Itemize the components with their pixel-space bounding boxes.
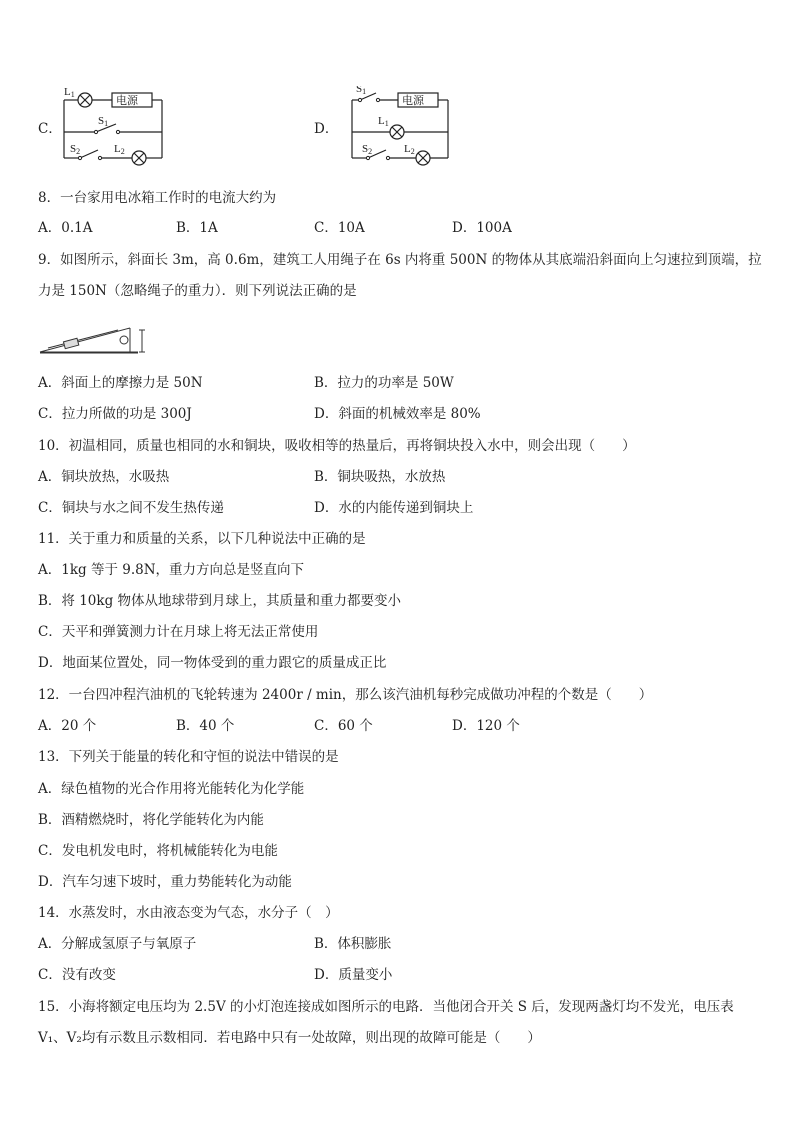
q7-option-d-circuit: [348, 86, 458, 172]
q15-stem-line1: 15．小海将额定电压均为 2.5V 的小灯泡连接成如图所示的电路．当他闭合开关 S 后，发现两盏灯均不发光，电压表: [38, 999, 734, 1015]
q7-option-d-letter: D．: [314, 121, 339, 137]
s2-label: S: [70, 143, 77, 155]
q14-option-c: C．没有改变: [38, 967, 116, 983]
svg-text:L1: L1: [378, 115, 389, 128]
q11-option-c: C．天平和弹簧测力计在月球上将无法正常使用: [38, 624, 319, 640]
q11-option-b: B．将 10kg 物体从地球带到月球上，其质量和重力都要变小: [38, 593, 402, 609]
q8-option-a: A．0.1A: [38, 220, 93, 236]
l2-label: L: [114, 143, 121, 155]
q11-option-d: D．地面某位置处，同一物体受到的重力跟它的质量成正比: [38, 655, 387, 671]
q12-option-a: A．20 个: [38, 718, 97, 734]
svg-text:S2: S2: [362, 143, 373, 156]
q8-stem: 8．一台家用电冰箱工作时的电流大约为: [38, 190, 277, 206]
l2-label: L: [404, 143, 411, 155]
q11-stem: 11．关于重力和质量的关系，以下几种说法中正确的是: [38, 531, 366, 547]
q12-stem: 12．一台四冲程汽油机的飞轮转速为 2400r / min，那么该汽油机每秒完成做功冲程的个数是（ ）: [38, 687, 653, 703]
q7-option-c-letter: C．: [38, 121, 62, 137]
q10-option-a: A．铜块放热，水吸热: [38, 469, 170, 485]
svg-text:L2: L2: [404, 143, 415, 156]
q14-option-b: B．体积膨胀: [314, 936, 392, 952]
svg-text:S2: S2: [70, 143, 81, 156]
q8-option-b: B．1A: [176, 220, 218, 236]
svg-text:S1: S1: [98, 115, 109, 128]
source-label: 电源: [402, 95, 424, 107]
q14-stem: 14．水蒸发时，水由液态变为气态，水分子（ ）: [38, 905, 339, 921]
q9-stem-line2: 力是 150N（忽略绳子的重力）．则下列说法正确的是: [38, 283, 357, 299]
q10-option-c: C．铜块与水之间不发生热传递: [38, 500, 224, 516]
q9-option-a: A．斜面上的摩擦力是 50N: [38, 375, 203, 391]
s1-label: S: [356, 86, 363, 95]
q14-option-d: D．质量变小: [314, 967, 393, 983]
q13-option-c: C．发电机发电时，将机械能转化为电能: [38, 843, 278, 859]
q9-incline-figure: [38, 322, 158, 358]
q10-option-d: D．水的内能传递到铜块上: [314, 500, 474, 516]
svg-text:S1: S1: [356, 86, 366, 96]
svg-text:L2: L2: [114, 143, 125, 156]
l1-label: L: [64, 86, 71, 98]
q13-option-b: B．酒精燃烧时，将化学能转化为内能: [38, 812, 264, 828]
q10-option-b: B．铜块吸热，水放热: [314, 469, 446, 485]
q7-option-c-circuit: [60, 86, 170, 172]
s1-label: S: [98, 115, 105, 127]
q11-option-a: A．1kg 等于 9.8N，重力方向总是竖直向下: [38, 562, 305, 578]
q15-stem-line2: V₁、V₂均有示数且示数相同．若电路中只有一处故障，则出现的故障可能是（ ）: [38, 1030, 541, 1046]
q12-option-c: C．60 个: [314, 718, 373, 734]
q9-option-d: D．斜面的机械效率是 80%: [314, 406, 481, 422]
q13-stem: 13．下列关于能量的转化和守恒的说法中错误的是: [38, 749, 339, 765]
q9-stem-line1: 9．如图所示，斜面长 3m，高 0.6m，建筑工人用绳子在 6s 内将重 500N 的物体从其底端沿斜面向上匀速拉到顶端，拉: [38, 252, 762, 268]
q13-option-a: A．绿色植物的光合作用将光能转化为化学能: [38, 781, 305, 797]
q14-option-a: A．分解成氢原子与氧原子: [38, 936, 197, 952]
l1-label: L: [378, 115, 385, 127]
q9-option-b: B．拉力的功率是 50W: [314, 375, 454, 391]
q12-option-d: D．120 个: [452, 718, 520, 734]
q8-option-d: D．100A: [452, 220, 512, 236]
s2-label: S: [362, 143, 369, 155]
q9-option-c: C．拉力所做的功是 300J: [38, 406, 192, 422]
q13-option-d: D．汽车匀速下坡时，重力势能转化为动能: [38, 874, 292, 890]
q10-stem: 10．初温相同，质量也相同的水和铜块，吸收相等的热量后，再将铜块投入水中，则会出现（ ）: [38, 438, 636, 454]
source-label: 电源: [116, 95, 138, 107]
svg-text:L1: L1: [64, 86, 75, 99]
q8-option-c: C．10A: [314, 220, 365, 236]
q12-option-b: B．40 个: [176, 718, 235, 734]
